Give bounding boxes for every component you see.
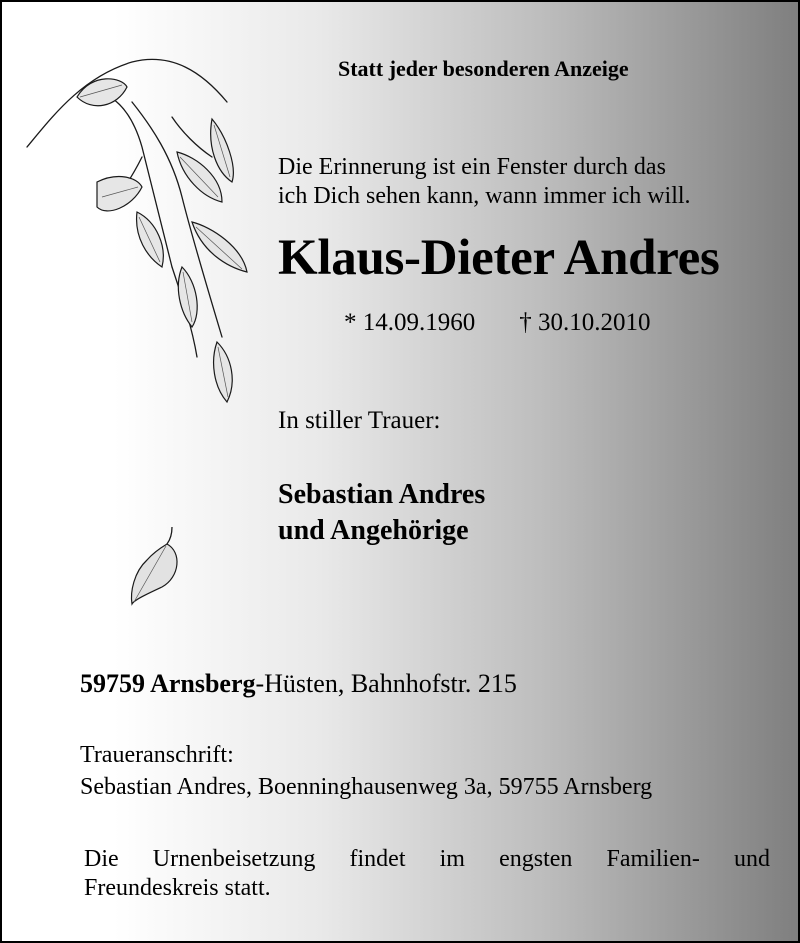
- deceased-name: Klaus-Dieter Andres: [278, 230, 720, 286]
- burial-note: [84, 845, 770, 903]
- mourners: [278, 477, 485, 549]
- postal-city: 59759 Arnsberg: [80, 669, 256, 698]
- memorial-quote: [278, 153, 691, 211]
- street-address: -Hüsten, Bahnhofstr. 215: [255, 669, 517, 698]
- mourner-line-2: und Angehörige: [278, 515, 469, 546]
- death-date: † 30.10.2010: [519, 309, 651, 336]
- residence-address: [80, 669, 517, 699]
- quote-line-2: ich Dich sehen kann, wann immer ich will.: [278, 183, 691, 209]
- burial-note-line-1: Die Urnenbeisetzung findet im engsten Familien- und: [84, 846, 770, 872]
- quote-line-1: Die Erinnerung ist ein Fenster durch das: [278, 154, 666, 180]
- mourning-address-label: Traueranschrift:: [80, 742, 234, 768]
- mourning-address: Sebastian Andres, Boenninghausenweg 3a, 59755 Arnsberg: [80, 774, 653, 800]
- birch-branch-illustration: [22, 57, 262, 417]
- life-dates: [344, 309, 651, 337]
- notice-header: Statt jeder besonderen Anzeige: [338, 56, 629, 81]
- mourning-intro: In stiller Trauer:: [278, 407, 441, 434]
- birth-date: * 14.09.1960: [344, 309, 476, 336]
- falling-leaf-illustration: [122, 522, 192, 612]
- mourner-line-1: Sebastian Andres: [278, 479, 486, 510]
- burial-note-line-2: Freundeskreis statt.: [84, 875, 271, 901]
